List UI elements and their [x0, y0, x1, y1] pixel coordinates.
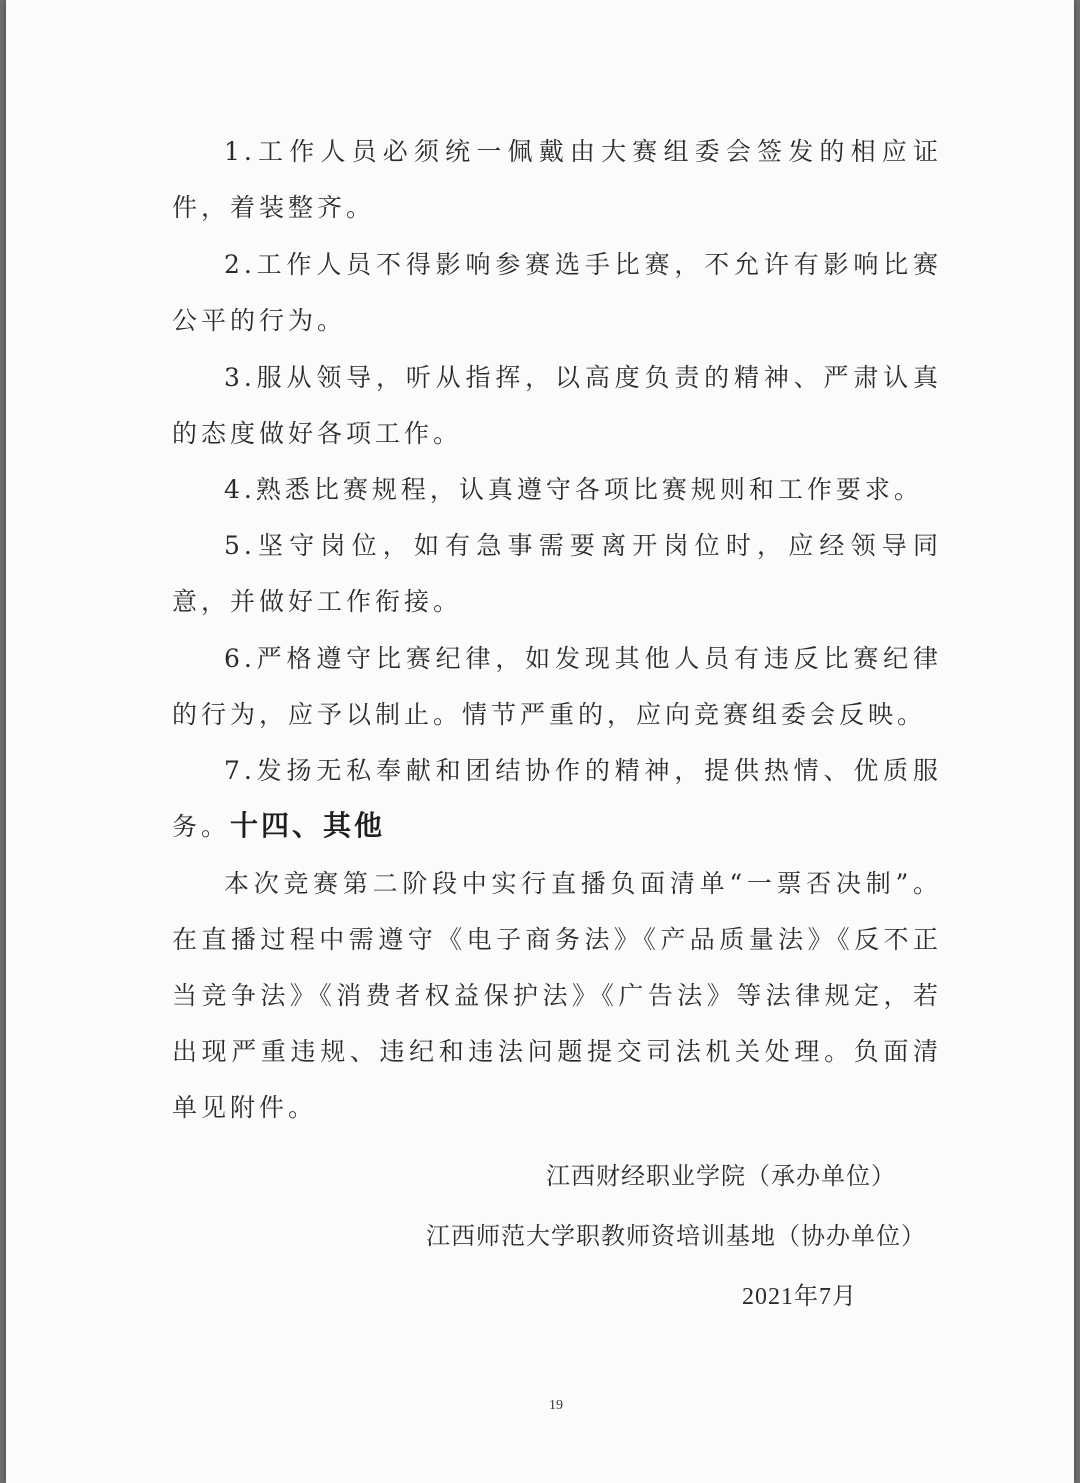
section-body: 本次竞赛第二阶段中实行直播负面清单“一票否决制”。在直播过程中需遵守《电子商务法》《产品质量法》《反不正当竞争法》《消费者权益保护法》《广告法》等法律规定，若出现严重违规、违纪和违法问题提交司法机关处理。负面清单见附件。 — [172, 869, 942, 1122]
co-organizer-signature: 江西师范大学职教师资培训基地（协办单位） — [426, 1222, 926, 1250]
document-page — [6, 0, 1074, 1483]
rule-1: 1.工作人员必须统一佩戴由大赛组委会签发的相应证件，着装整齐。 — [172, 137, 942, 222]
rule-5: 5.坚守岗位，如有急事需要离开岗位时，应经领导同意，并做好工作衔接。 — [172, 531, 942, 616]
section-heading: 十四、其他 — [230, 809, 386, 842]
rule-6: 6.严格遵守比赛纪律，如发现其他人员有违反比赛纪律的行为，应予以制止。情节严重的，应向竞赛组委会反映。 — [172, 644, 942, 729]
rule-2: 2.工作人员不得影响参赛选手比赛，不允许有影响比赛公平的行为。 — [172, 250, 942, 335]
page-number: 19 — [549, 1398, 563, 1413]
signature-date: 2021年7月 — [742, 1284, 857, 1310]
organizer-signature: 江西财经职业学院（承办单位） — [546, 1162, 896, 1190]
rule-7: 7.发扬无私奉献和团结协作的精神，提供热情、优质服务。 — [172, 756, 942, 841]
rule-3: 3.服从领导，听从指挥，以高度负责的精神、严肃认真的态度做好各项工作。 — [172, 363, 942, 448]
rule-4: 4.熟悉比赛规程，认真遵守各项比赛规则和工作要求。 — [224, 475, 923, 504]
